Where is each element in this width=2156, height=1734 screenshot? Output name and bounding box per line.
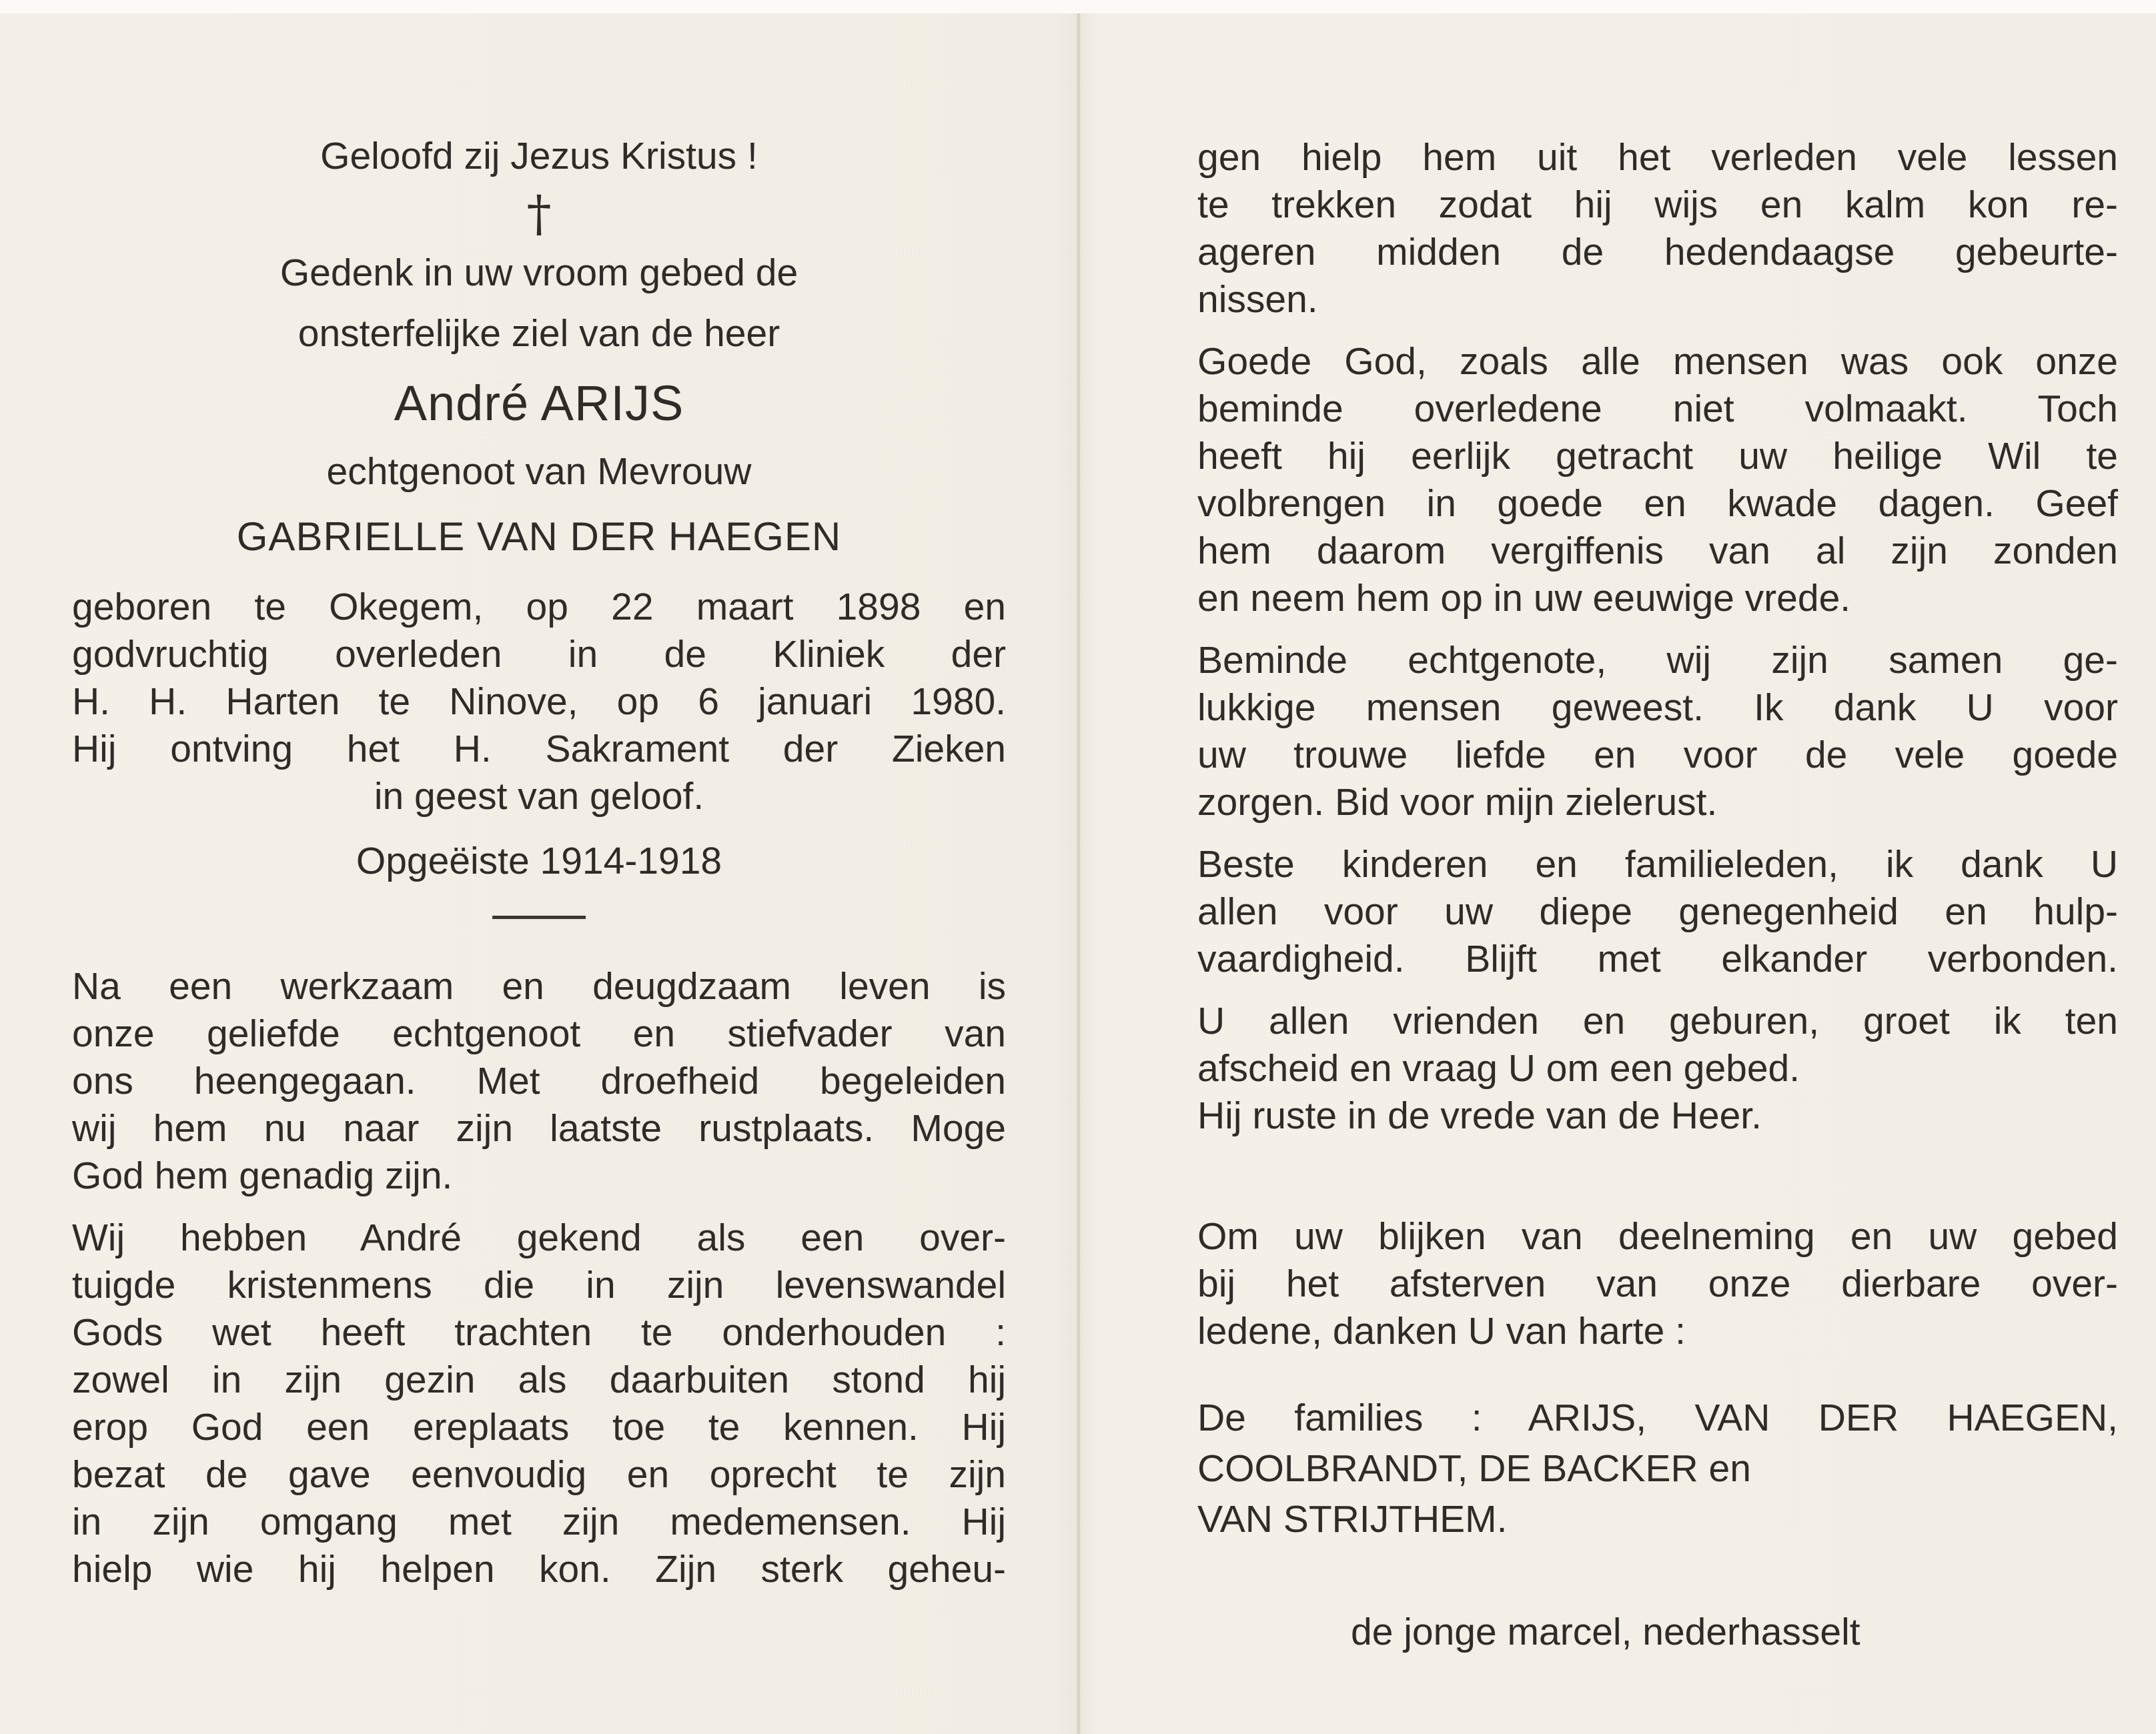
- bio-line: H. H. Harten te Ninove, op 6 januari 1980.: [72, 680, 1006, 723]
- text-line: ageren midden de hedendaagse gebeurte-: [1197, 231, 2118, 273]
- paragraph-7: [1197, 998, 2118, 1140]
- text-line: wij hem nu naar zijn laatste rustplaats. Moge: [72, 1107, 1006, 1150]
- service-years: Opgeëiste 1914-1918: [356, 840, 722, 882]
- text-line: Beste kinderen en familieleden, ik dank U: [1197, 843, 2118, 886]
- text-line: Gods wet heeft trachten te onderhouden :: [72, 1311, 1006, 1354]
- text-line: Om uw blijken van deelneming en uw gebed: [1197, 1215, 2118, 1258]
- text-line: onze geliefde echtgenoot en stiefvader van: [72, 1012, 1006, 1055]
- text-line: Na een werkzaam en deugdzaam leven is: [72, 965, 1006, 1008]
- bio-line: godvruchtig overleden in de Kliniek der: [72, 633, 1006, 676]
- bio-line: geboren te Okegem, op 22 maart 1898 en: [72, 586, 1006, 628]
- text-line: bij het afsterven van onze dierbare over-: [1197, 1262, 2118, 1305]
- divider: [492, 916, 586, 919]
- text-line: zowel in zijn gezin als daarbuiten stond hij: [72, 1359, 1006, 1401]
- text-line: en neem hem op in uw eeuwige vrede.: [1197, 577, 1851, 620]
- deceased-name: André ARIJS: [394, 375, 684, 431]
- text-line: zorgen. Bid voor mijn zielerust.: [1197, 781, 1718, 824]
- text-line: VAN STRIJTHEM.: [1197, 1498, 1508, 1541]
- thanks-block: [1197, 1213, 2118, 1355]
- left-panel: [72, 110, 1006, 1593]
- text-line: Goede God, zoals alle mensen was ook onze: [1197, 340, 2118, 383]
- text-line: ons heengegaan. Met droefheid begeleiden: [72, 1060, 1006, 1102]
- text-line: Wij hebben André gekend als een over-: [72, 1216, 1006, 1259]
- right-panel: [1197, 110, 2118, 1656]
- bio-line: in geest van geloof.: [374, 775, 704, 818]
- invocation: Geloofd zij Jezus Kristus !: [320, 135, 758, 177]
- text-line: God hem genadig zijn.: [72, 1154, 453, 1197]
- cross-icon: †: [526, 185, 552, 243]
- text-line: vaardigheid. Blijft met elkander verbonden.: [1197, 938, 2118, 980]
- text-line: nissen.: [1197, 278, 1318, 321]
- text-line: ledene, danken U van harte :: [1197, 1310, 1686, 1353]
- text-line: te trekken zodat hij wijs en kalm kon re-: [1197, 183, 2118, 226]
- paragraph-1: [72, 963, 1006, 1200]
- prayer-line-1: Gedenk in uw vroom gebed de: [280, 251, 798, 294]
- paragraph-3: [1197, 134, 2118, 323]
- paragraph-2: [72, 1214, 1006, 1593]
- text-line: allen voor uw diepe genegenheid en hulp-: [1197, 890, 2118, 933]
- prayer-line-2: onsterfelijke ziel van de heer: [298, 312, 780, 355]
- paragraph-5: [1197, 637, 2118, 826]
- text-line: lukkige mensen geweest. Ik dank U voor: [1197, 686, 2118, 729]
- paragraph-4: [1197, 338, 2118, 622]
- text-line: bezat de gave eenvoudig en oprecht te zijn: [72, 1453, 1006, 1496]
- text-line: gen hielp hem uit het verleden vele lessen: [1197, 136, 2118, 179]
- text-line: hem daarom vergiffenis van al zijn zonden: [1197, 530, 2118, 572]
- text-line: U allen vrienden en geburen, groet ik ten: [1197, 1000, 2118, 1042]
- text-line: uw trouwe liefde en voor de vele goede: [1197, 734, 2118, 776]
- printer-credit: de jonge marcel, nederhasselt: [1351, 1611, 1860, 1653]
- families-block: [1197, 1393, 2118, 1545]
- text-line: volbrengen in goede en kwade dagen. Geef: [1197, 482, 2118, 525]
- text-line: in zijn omgang met zijn medemensen. Hij: [72, 1501, 1006, 1543]
- text-line: heeft hij eerlijk getracht uw heilige Wil te: [1197, 435, 2118, 478]
- bio-block: [72, 584, 1006, 820]
- text-line: tuigde kristenmens die in zijn levenswandel: [72, 1264, 1006, 1307]
- spouse-intro: echtgenoot van Mevrouw: [326, 450, 752, 493]
- text-line: Beminde echtgenote, wij zijn samen ge-: [1197, 639, 2118, 682]
- text-line: beminde overledene niet volmaakt. Toch: [1197, 387, 2118, 430]
- spouse-name: GABRIELLE VAN DER HAEGEN: [236, 514, 842, 559]
- text-line: Hij ruste in de vrede van de Heer.: [1197, 1094, 1762, 1137]
- text-line: COOLBRANDT, DE BACKER en: [1197, 1447, 1751, 1490]
- text-line: hielp wie hij helpen kon. Zijn sterk geheu-: [72, 1548, 1006, 1591]
- bio-line: Hij ontving het H. Sakrament der Zieken: [72, 728, 1006, 770]
- text-line: erop God een ereplaats toe te kennen. Hij: [72, 1406, 1006, 1449]
- text-line: afscheid en vraag U om een gebed.: [1197, 1047, 1800, 1090]
- text-line: De families : ARIJS, VAN DER HAEGEN,: [1197, 1397, 2118, 1439]
- card-fold: [1077, 13, 1081, 1734]
- paragraph-6: [1197, 841, 2118, 983]
